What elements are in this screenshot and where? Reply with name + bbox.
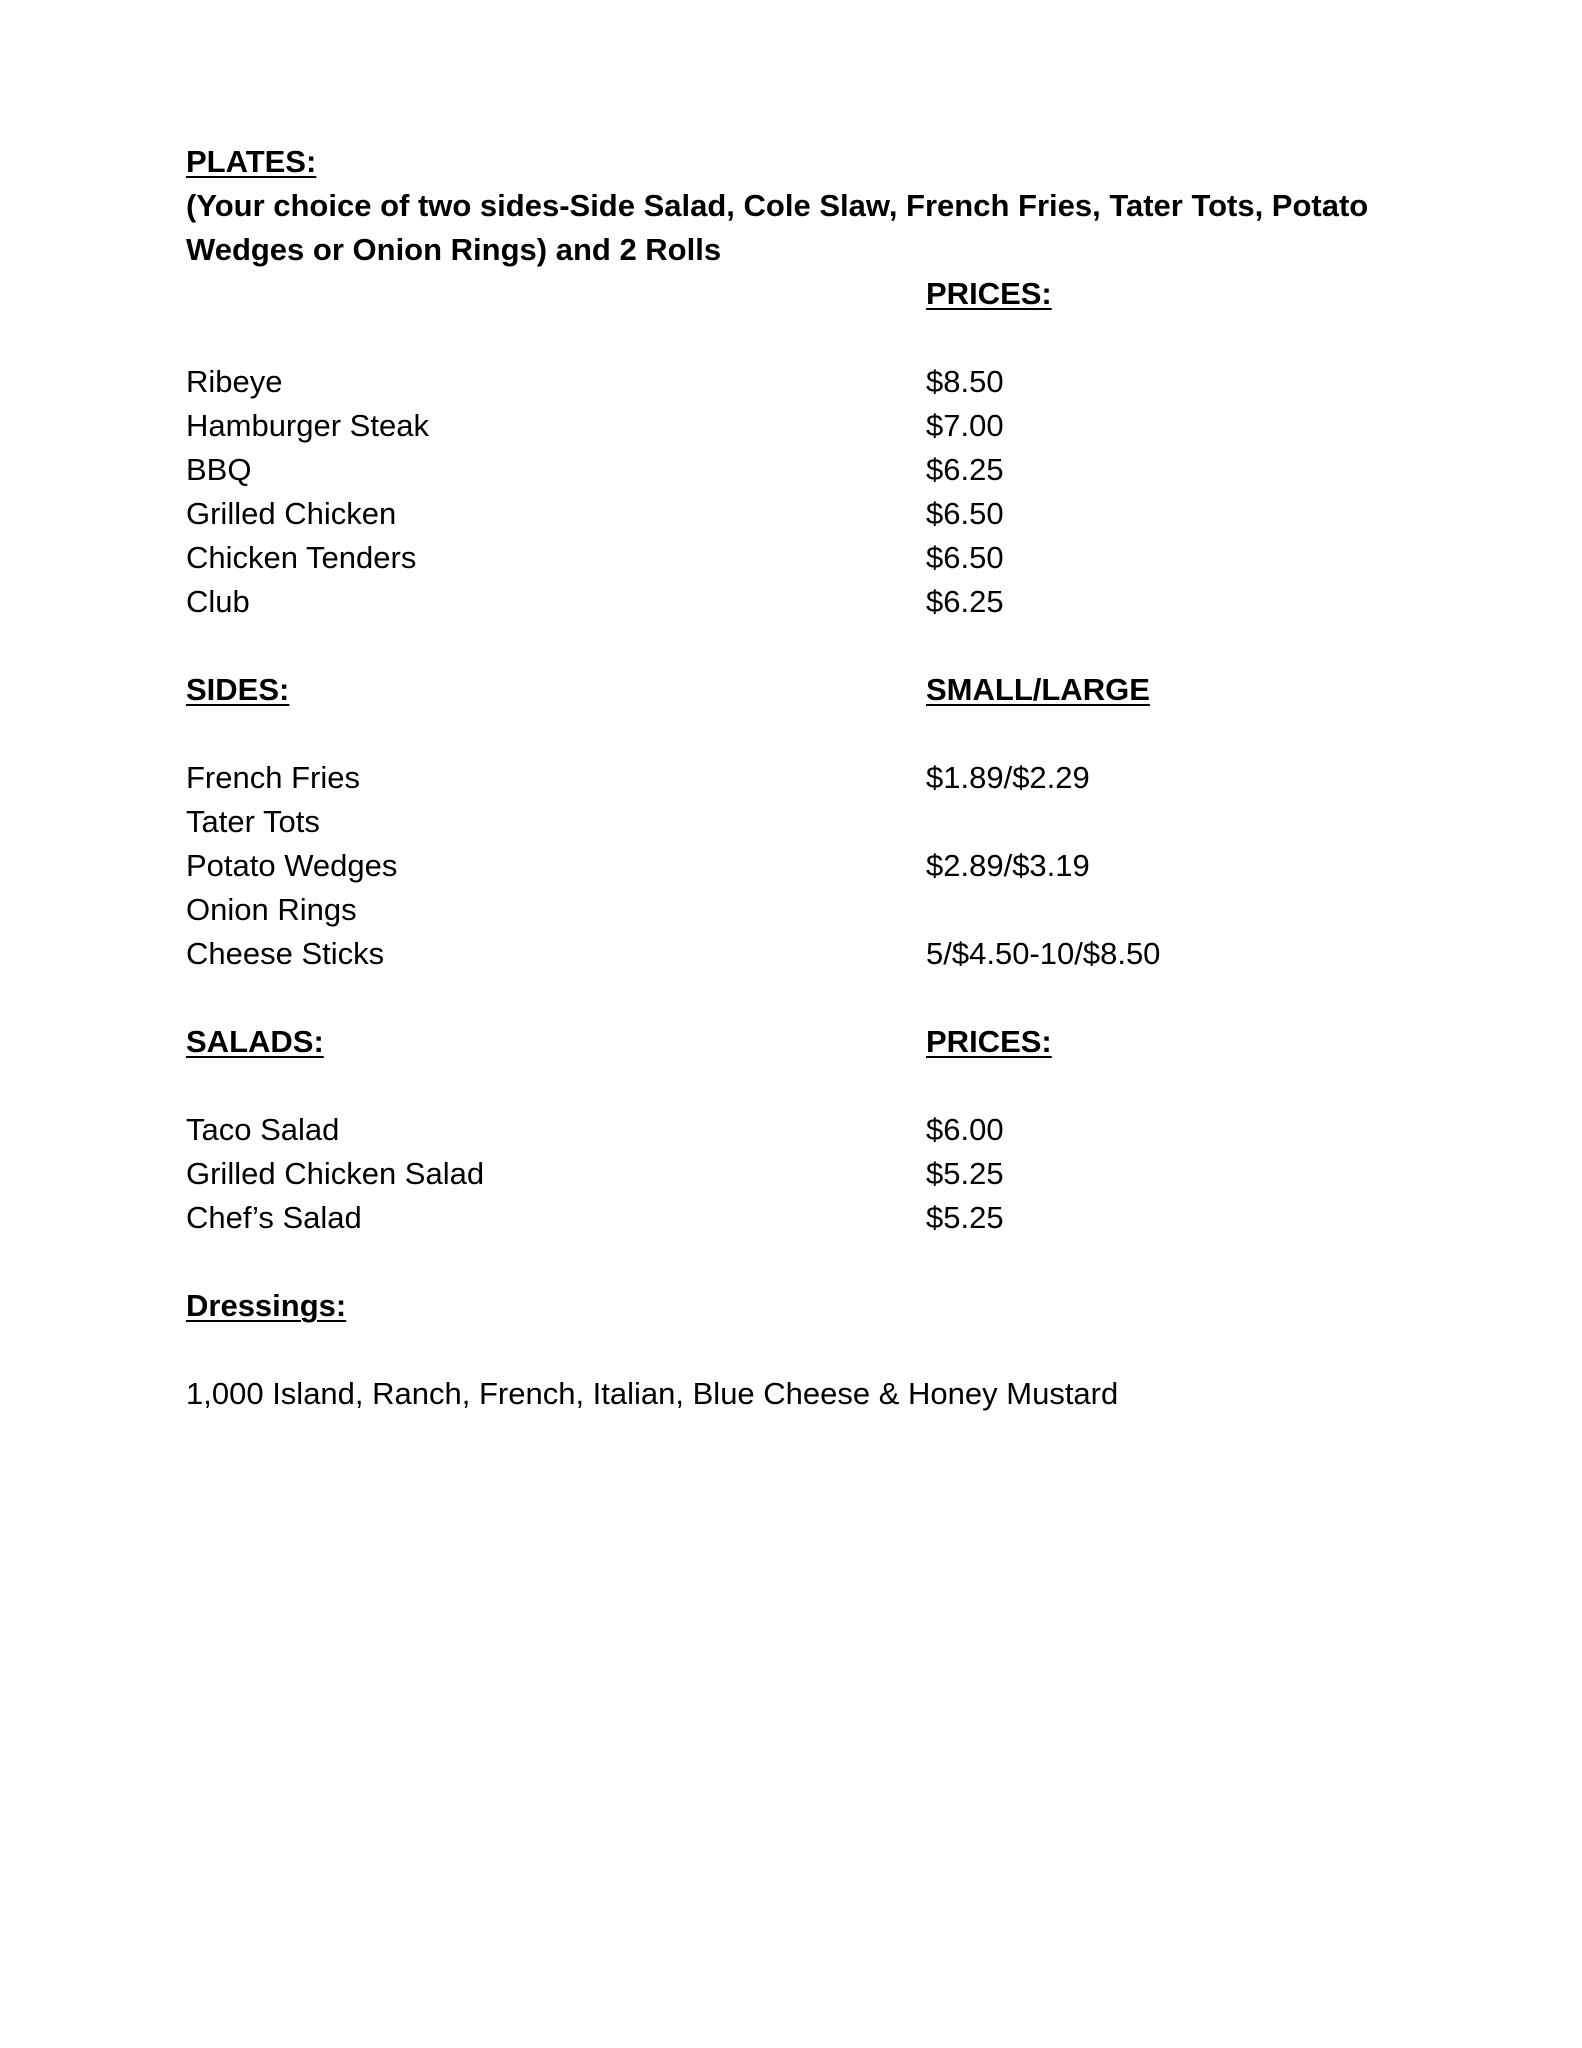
plates-description: (Your choice of two sides-Side Salad, Cole Slaw, French Fries, Tater Tots, Potato Wedges or Onion Rings) and 2 Rolls [186, 188, 1369, 267]
sides-list [186, 756, 1446, 976]
item-price: $8.50 [926, 364, 1004, 399]
item-price: $6.50 [926, 496, 1004, 531]
menu-item-row [186, 932, 1446, 976]
item-price: $1.89/$2.29 [926, 760, 1090, 795]
menu-item-row [186, 756, 1446, 800]
item-name: French Fries [186, 760, 360, 795]
item-name: Chicken Tenders [186, 540, 417, 575]
menu-item-row [186, 580, 1446, 624]
menu-item-row [186, 1152, 1446, 1196]
salads-header-row [186, 1020, 1446, 1064]
salads-heading: SALADS: [186, 1024, 324, 1059]
salads-list [186, 1108, 1446, 1240]
dressings-list: 1,000 Island, Ranch, French, Italian, Blue Cheese & Honey Mustard [186, 1376, 1119, 1411]
sides-price-header: SMALL/LARGE [926, 672, 1150, 707]
item-price: $6.25 [926, 452, 1004, 487]
menu-item-row [186, 1108, 1446, 1152]
item-name: Grilled Chicken Salad [186, 1156, 485, 1191]
item-name: BBQ [186, 452, 252, 487]
item-price: $5.25 [926, 1200, 1004, 1235]
item-name: Cheese Sticks [186, 936, 385, 971]
salads-price-header: PRICES: [926, 1024, 1052, 1059]
item-price: $5.25 [926, 1156, 1004, 1191]
item-name: Taco Salad [186, 1112, 340, 1147]
menu-item-row [186, 800, 1446, 844]
menu-item-row [186, 404, 1446, 448]
item-name: Tater Tots [186, 804, 320, 839]
menu-item-row [186, 536, 1446, 580]
sides-heading: SIDES: [186, 672, 290, 707]
item-name: Grilled Chicken [186, 496, 397, 531]
menu-item-row [186, 492, 1446, 536]
item-name: Onion Rings [186, 892, 357, 927]
item-price: $2.89/$3.19 [926, 848, 1090, 883]
menu-content [186, 140, 1446, 1416]
item-name: Hamburger Steak [186, 408, 429, 443]
item-name: Potato Wedges [186, 848, 398, 883]
item-price: 5/$4.50-10/$8.50 [926, 936, 1161, 971]
plates-list [186, 360, 1446, 624]
menu-item-row [186, 1196, 1446, 1240]
menu-item-row [186, 888, 1446, 932]
item-name: Club [186, 584, 250, 619]
item-price: $6.00 [926, 1112, 1004, 1147]
item-name: Ribeye [186, 364, 283, 399]
item-price: $6.25 [926, 584, 1004, 619]
menu-item-row [186, 360, 1446, 404]
sides-header-row [186, 668, 1446, 712]
item-price: $7.00 [926, 408, 1004, 443]
menu-item-row [186, 844, 1446, 888]
plates-heading: PLATES: [186, 144, 317, 179]
item-name: Chef’s Salad [186, 1200, 362, 1235]
plates-header-row [186, 272, 1446, 316]
menu-item-row [186, 448, 1446, 492]
dressings-heading: Dressings: [186, 1288, 347, 1323]
plates-price-header: PRICES: [926, 276, 1052, 311]
item-price: $6.50 [926, 540, 1004, 575]
